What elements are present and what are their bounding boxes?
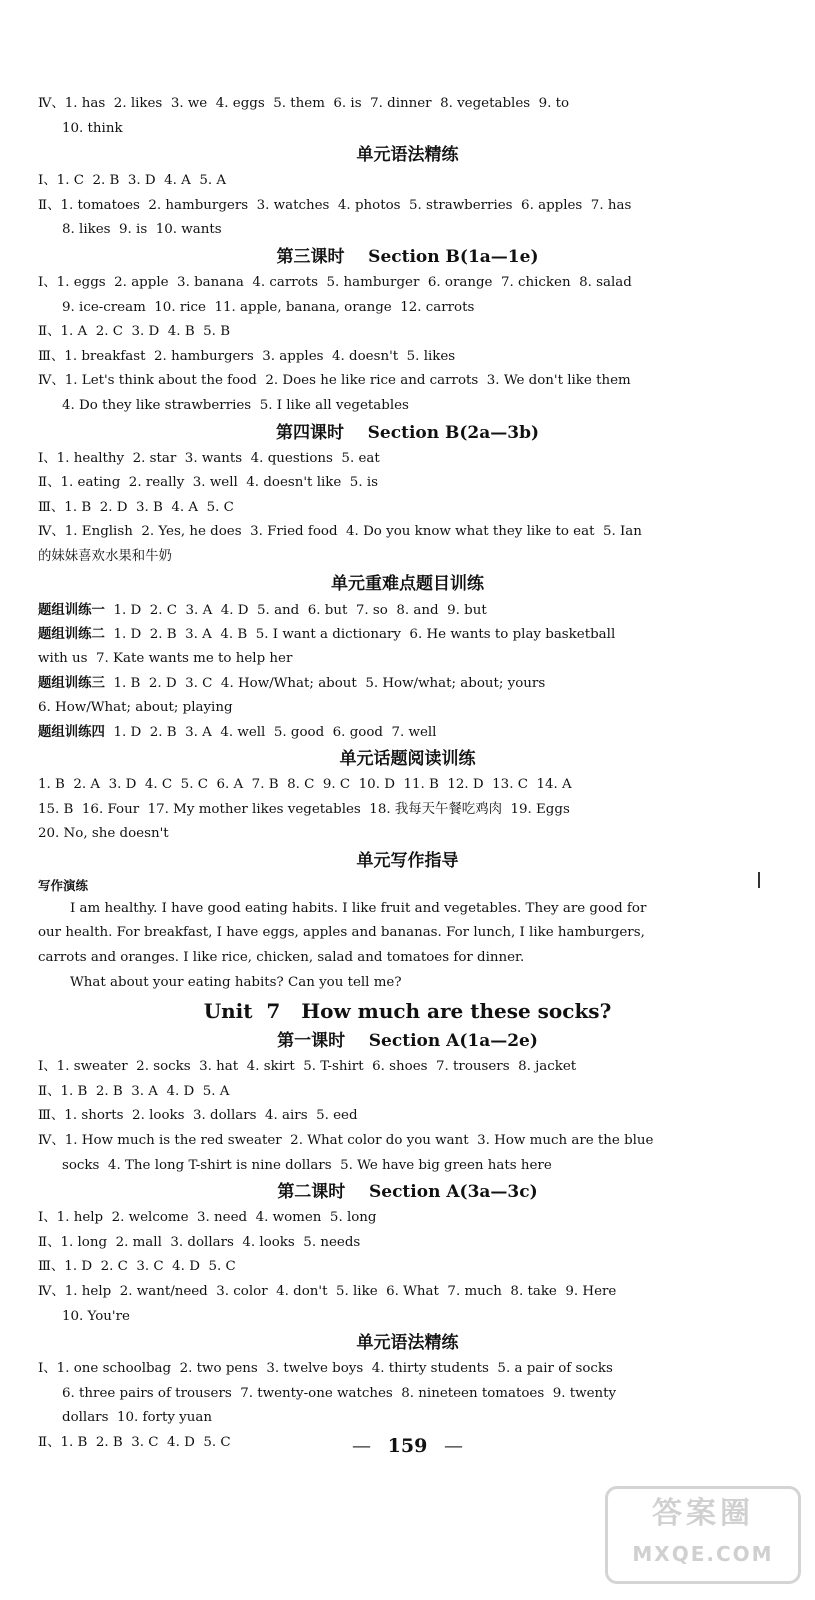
answer-line-continued: 8. likes 9. is 10. wants — [62, 222, 222, 238]
text-line-continued: 的妹妹喜欢水果和牛奶 — [38, 548, 172, 564]
answer-line — [0, 671, 815, 696]
answer-line: Ⅰ、1. help 2. welcome 3. need 4. women 5. long — [38, 1210, 377, 1226]
answer-line: Ⅱ、1. long 2. mall 3. dollars 4. looks 5. needs — [38, 1234, 361, 1250]
answer-line: Ⅰ、1. one schoolbag 2. two pens 3. twelve boys 4. thirty students 5. a pair of socks — [38, 1361, 613, 1377]
answer-line-continued: dollars 10. forty yuan — [62, 1410, 212, 1426]
section-heading: 单元语法精练 — [356, 1333, 459, 1354]
watermark-bottom-text: MXQE.COM — [632, 1542, 774, 1566]
answer-line: Ⅳ、1. has 2. likes 3. we 4. eggs 5. them 6. is 7. dinner 8. vegetables 9. to — [38, 96, 570, 111]
answer-line: 1. B 2. A 3. D 4. C 5. C 6. A 7. B 8. C 9. C 10. D 11. B 12. D 13. C 14. A — [38, 777, 572, 793]
subsection-label: 写作演练 — [38, 877, 89, 893]
answer-line — [0, 720, 815, 745]
section-heading: 第三课时 Section B(1a—1e) — [276, 246, 539, 267]
exercise-group-answers: 1. D 2. B 3. A 4. well 5. good 6. good 7. well — [104, 725, 437, 741]
answer-line: Ⅱ、1. B 2. B 3. A 4. D 5. A — [38, 1083, 230, 1099]
answer-line: Ⅲ、1. breakfast 2. hamburgers 3. apples 4. doesn't 5. likes — [38, 348, 456, 364]
exercise-group-label: 题组训练一 — [38, 601, 105, 618]
answer-line-continued: 10. You're — [62, 1308, 130, 1324]
section-heading: 第四课时 Section B(2a—3b) — [275, 422, 540, 443]
essay-paragraph-line: I am healthy. I have good eating habits. I like fruit and vegetables. They are good for — [70, 900, 647, 916]
answer-line: Ⅰ、1. sweater 2. socks 3. hat 4. skirt 5. T-shirt 6. shoes 7. trousers 8. jacket — [38, 1059, 577, 1075]
exercise-group-answers: 1. D 2. C 3. A 4. D 5. and 6. but 7. so 8. and 9. but — [104, 602, 487, 618]
answer-line-continued: 4. Do they like strawberries 5. I like all vegetables — [62, 397, 409, 413]
exercise-group-label: 题组训练四 — [38, 724, 105, 741]
watermark-top-text: 答案圈 — [652, 1496, 754, 1531]
section-heading: 单元重难点题目训练 — [331, 573, 484, 594]
answer-line: Ⅰ、1. eggs 2. apple 3. banana 4. carrots 5. hamburger 6. orange 7. chicken 8. salad — [38, 274, 632, 290]
text-line-continued: with us 7. Kate wants me to help her — [38, 650, 293, 666]
unit-title: Unit 7 How much are these socks? — [203, 999, 612, 1024]
site-watermark-logo — [605, 1486, 801, 1584]
answer-line-continued: socks 4. The long T-shirt is nine dollars 5. We have big green hats here — [62, 1157, 552, 1173]
answer-line: 20. No, she doesn't — [38, 826, 169, 842]
answer-line: Ⅳ、1. Let's think about the food 2. Does he like rice and carrots 3. We don't like them — [38, 373, 631, 389]
answer-line: Ⅲ、1. D 2. C 3. C 4. D 5. C — [38, 1259, 236, 1275]
footer-dash-right: — — [443, 1435, 463, 1457]
answer-page — [0, 92, 815, 1456]
section-heading: 单元话题阅读训练 — [339, 749, 476, 770]
answer-line: 15. B 16. Four 17. My mother likes vegetables 18. 我每天午餐吃鸡肉 19. Eggs — [38, 801, 570, 817]
answer-line: Ⅰ、1. C 2. B 3. D 4. A 5. A — [38, 173, 227, 189]
exercise-group-label: 题组训练三 — [38, 675, 105, 692]
exercise-group-answers: 1. D 2. B 3. A 4. B 5. I want a dictionary 6. He wants to play basketball — [104, 627, 616, 643]
answer-line-continued: 9. ice-cream 10. rice 11. apple, banana, orange 12. carrots — [62, 299, 475, 315]
answer-line — [0, 598, 815, 623]
section-heading: 第二课时 Section A(3a—3c) — [277, 1182, 538, 1203]
answer-line: Ⅱ、1. eating 2. really 3. well 4. doesn't like 5. is — [38, 475, 378, 491]
text-line-continued: 6. How/What; about; playing — [38, 699, 233, 715]
section-heading: 单元写作指导 — [356, 850, 459, 871]
footer-dash-left: — — [352, 1435, 372, 1457]
answer-line: Ⅳ、1. How much is the red sweater 2. What color do you want 3. How much are the blue — [38, 1133, 654, 1148]
answer-line-continued: 6. three pairs of trousers 7. twenty-one watches 8. nineteen tomatoes 9. twenty — [62, 1385, 617, 1401]
margin-mark — [758, 872, 760, 888]
answer-line: Ⅲ、1. shorts 2. looks 3. dollars 4. airs 5. eed — [38, 1108, 358, 1124]
answer-line-continued: 10. think — [62, 120, 123, 136]
answer-line: Ⅱ、1. tomatoes 2. hamburgers 3. watches 4. photos 5. strawberries 6. apples 7. has — [38, 197, 632, 213]
section-heading: 单元语法精练 — [356, 145, 459, 166]
text-line-continued: carrots and oranges. I like rice, chicken, salad and tomatoes for dinner. — [38, 950, 525, 966]
page-footer — [0, 1432, 815, 1460]
answer-line: Ⅱ、1. B 2. B 3. C 4. D 5. C — [38, 1434, 231, 1450]
essay-paragraph-line: What about your eating habits? Can you tell me? — [70, 974, 402, 990]
page-number: 159 — [387, 1435, 428, 1457]
answer-line — [0, 622, 815, 647]
exercise-group-label: 题组训练二 — [38, 626, 105, 643]
answer-line: Ⅳ、1. English 2. Yes, he does 3. Fried food 4. Do you know what they like to eat 5. Ian — [38, 524, 642, 540]
text-line-continued: our health. For breakfast, I have eggs, apples and bananas. For lunch, I like hamburgers, — [38, 925, 645, 941]
answer-line: Ⅰ、1. healthy 2. star 3. wants 4. questions 5. eat — [38, 450, 380, 466]
answer-line: Ⅲ、1. B 2. D 3. B 4. A 5. C — [38, 499, 234, 515]
answer-line: Ⅳ、1. help 2. want/need 3. color 4. don't 5. like 6. What 7. much 8. take 9. Here — [38, 1283, 617, 1299]
exercise-group-answers: 1. B 2. D 3. C 4. How/What; about 5. How/what; about; yours — [104, 676, 546, 692]
section-heading: 第一课时 Section A(1a—2e) — [277, 1031, 538, 1052]
answer-line: Ⅱ、1. A 2. C 3. D 4. B 5. B — [38, 324, 231, 340]
